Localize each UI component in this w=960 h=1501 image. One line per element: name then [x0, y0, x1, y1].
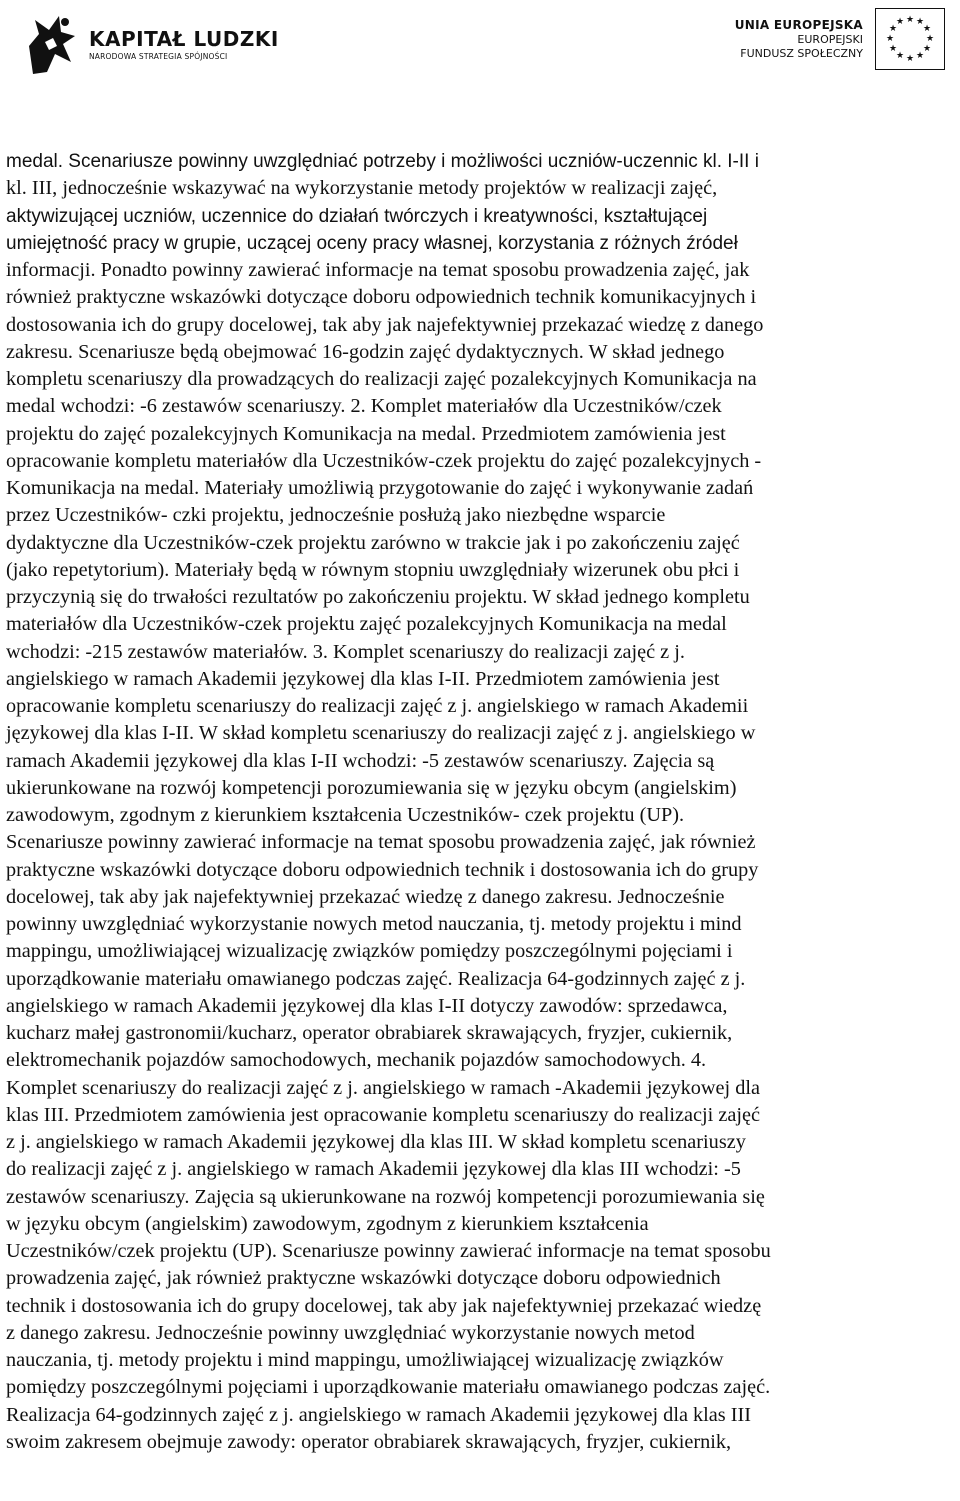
svg-text:★: ★ — [885, 34, 895, 44]
eu-flag-stars-icon — [875, 8, 945, 70]
text-line: projektu do zajęć pozalekcyjnych Komunikacja na medal. Przedmiotem zamówienia jest — [6, 422, 726, 445]
svg-text:★: ★ — [922, 24, 932, 34]
text-line: Realizacja 64-godzinnych zajęć z j. angielskiego w ramach Akademii językowej dla klas III — [6, 1403, 752, 1426]
svg-text:★: ★ — [895, 51, 905, 61]
text-line: (jako repetytorium). Materiały będą w równym stopniu uwzględniały wizerunek obu płci i — [6, 558, 740, 581]
text-line: zakresu. Scenariusze będą obejmować 16-godzin zajęć dydaktycznych. W skład jednego — [6, 340, 725, 363]
svg-text:★: ★ — [915, 51, 925, 61]
text-line: opracowanie kompletu materiałów dla Uczestników-czek projektu do zajęć pozalekcyjnych - — [6, 449, 762, 472]
text-line: zawodowym, zgodnym z kierunkiem kształcenia Uczestników- czek projektu (UP). — [6, 804, 685, 826]
eu-logo — [735, 8, 945, 70]
svg-text:★: ★ — [905, 15, 915, 25]
eu-logo-title: UNIA EUROPEJSKA — [734, 18, 863, 32]
text-line: zestawów scenariuszy. Zajęcia są ukierunkowane na rozwój kompetencji porozumiewania się — [6, 1185, 765, 1208]
text-line: przez Uczestników- czki projektu, jednocześnie posłużą jako niezbędne wsparcie — [6, 504, 666, 527]
text-line: językowej dla klas I-II. W skład kompletu scenariuszy do realizacji zajęć z j. angielskiego w — [6, 722, 756, 745]
text-line: umiejętność pracy w grupie, uczącej oceny pracy własnej, korzystania z różnych źródeł — [6, 232, 738, 254]
text-line: powinny uwzględniać wykorzystanie nowych metod nauczania, tj. metody projektu i mind — [6, 913, 742, 935]
document-body — [6, 148, 931, 1456]
text-line: pomiędzy poszczególnymi pojęciami i uporządkowanie materiału omawianego podczas zajęć. — [6, 1376, 771, 1399]
text-line: swoim zakresem obejmuje zawody: operator obrabiarek skrawających, fryzjer, cukiernik, — [6, 1430, 732, 1453]
left-logo-title: KAPITAŁ LUDZKI — [89, 26, 279, 51]
text-line: informacji. Ponadto powinny zawierać informacje na temat sposobu prowadzenia zajęć, jak — [6, 259, 750, 281]
text-line: technik i dostosowania ich do grupy docelowej, tak aby jak najefektywniej przekazać wiedzę — [6, 1294, 762, 1317]
text-line: klas III. Przedmiotem zamówienia jest opracowanie kompletu scenariuszy do realizacji zajęć — [6, 1103, 761, 1126]
text-line: angielskiego w ramach Akademii językowej dla klas I-II. Przedmiotem zamówienia jest — [6, 667, 720, 690]
page-header — [0, 0, 960, 90]
text-line: kompletu scenariuszy dla prowadzących do realizacji zajęć pozalekcyjnych Komunikacja na — [6, 368, 757, 390]
text-line: kucharz małej gastronomii/kucharz, operator obrabiarek skrawających, fryzjer, cukiernik, — [6, 1022, 733, 1044]
eu-logo-line2: FUNDUSZ SPOŁECZNY — [740, 47, 863, 60]
kapital-ludzki-logo-icon — [25, 12, 79, 76]
svg-text:★: ★ — [905, 54, 915, 64]
text-line: w języku obcym (angielskim) zawodowym, zgodnym z kierunkiem kształcenia — [6, 1212, 649, 1235]
text-line: Scenariusze powinny zawierać informacje na temat sposobu prowadzenia zajęć, jak również — [6, 831, 756, 854]
text-line: medal. Scenariusze powinny uwzględniać potrzeby i możliwości uczniów-uczennic kl. I-II i — [6, 151, 759, 172]
svg-text:★: ★ — [888, 24, 898, 34]
text-line: ramach Akademii językowej dla klas I-II wchodzi: -5 zestawów scenariuszy. Zajęcia są — [6, 749, 715, 772]
text-line: prowadzenia zajęć, jak również praktyczne wskazówki dotyczące doboru odpowiednich — [6, 1267, 721, 1290]
text-line: z danego zakresu. Jednocześnie powinny uwzględniać wykorzystanie nowych metod — [6, 1321, 695, 1344]
text-line: mappingu, umożliwiającej wizualizację związków pomiędzy poszczególnymi pojęciami i — [6, 940, 733, 963]
text-line: medal wchodzi: -6 zestawów scenariuszy. 2. Komplet materiałów dla Uczestników/czek — [6, 395, 722, 418]
kapital-ludzki-logo — [25, 12, 279, 76]
text-line: opracowanie kompletu scenariuszy do realizacji zajęć z j. angielskiego w ramach Akademii — [6, 695, 749, 717]
text-line: do realizacji zajęć z j. angielskiego w ramach Akademii językowej dla klas III wchodzi: -5 — [6, 1158, 741, 1181]
text-line: materiałów dla Uczestników-czek projektu zajęć pozalekcyjnych Komunikacja na medal — [6, 613, 727, 636]
svg-text:★: ★ — [895, 17, 905, 27]
text-line: Uczestników/czek projektu (UP). Scenariusze powinny zawierać informacje na temat sposobu — [6, 1240, 771, 1262]
text-line: praktyczne wskazówki dotyczące doboru odpowiednich technik i dostosowania ich do grupy — [6, 858, 759, 881]
text-line: nauczania, tj. metody projektu i mind mappingu, umożliwiającej wizualizację związków — [6, 1349, 724, 1371]
text-line: również praktyczne wskazówki dotyczące doboru odpowiednich technik komunikacyjnych i — [6, 286, 757, 309]
eu-logo-line1: EUROPEJSKI — [797, 33, 863, 46]
svg-text:★: ★ — [888, 44, 898, 54]
text-line: z j. angielskiego w ramach Akademii językowej dla klas III. W skład kompletu scenariuszy — [6, 1131, 746, 1153]
svg-text:★: ★ — [925, 34, 935, 44]
text-line: Komunikacja na medal. Materiały umożliwią przygotowanie do zajęć i wykonywanie zadań — [6, 477, 754, 499]
left-logo-subtitle: NARODOWA STRATEGIA SPÓJNOŚCI — [89, 51, 228, 61]
text-line: elektromechanik pojazdów samochodowych, mechanik pojazdów samochodowych. 4. — [6, 1049, 707, 1072]
text-line: wchodzi: -215 zestawów materiałów. 3. Komplet scenariuszy do realizacji zajęć z j. — [6, 640, 685, 663]
text-line: aktywizującej uczniów, uczennice do działań twórczych i kreatywności, kształtującej — [6, 205, 708, 227]
text-line: angielskiego w ramach Akademii językowej dla klas I-II dotyczy zawodów: sprzedawca, — [6, 994, 728, 1017]
text-line: dostosowania ich do grupy docelowej, tak aby jak najefektywniej przekazać wiedzę z danego — [6, 313, 764, 336]
text-line: ukierunkowane na rozwój kompetencji porozumiewania się w języku obcym (angielskim) — [6, 776, 737, 799]
text-line: uporządkowanie materiału omawianego podczas zajęć. Realizacja 64-godzinnych zajęć z j. — [6, 967, 746, 990]
text-line: przyczynią się do trwałości rezultatów po zakończeniu projektu. W skład jednego kompletu — [6, 586, 750, 608]
text-line: docelowej, tak aby jak najefektywniej przekazać wiedzę z danego zakresu. Jednocześnie — [6, 885, 725, 908]
svg-text:★: ★ — [922, 44, 932, 54]
text-line: Komplet scenariuszy do realizacji zajęć z j. angielskiego w ramach -Akademii językowej dla — [6, 1076, 761, 1099]
svg-text:★: ★ — [915, 17, 925, 27]
text-line: dydaktyczne dla Uczestników-czek projektu zarówno w trakcie jak i po zakończeniu zajęć — [6, 531, 740, 554]
text-line: kl. III, jednocześnie wskazywać na wykorzystanie metody projektów w realizacji zajęć, — [6, 177, 718, 200]
